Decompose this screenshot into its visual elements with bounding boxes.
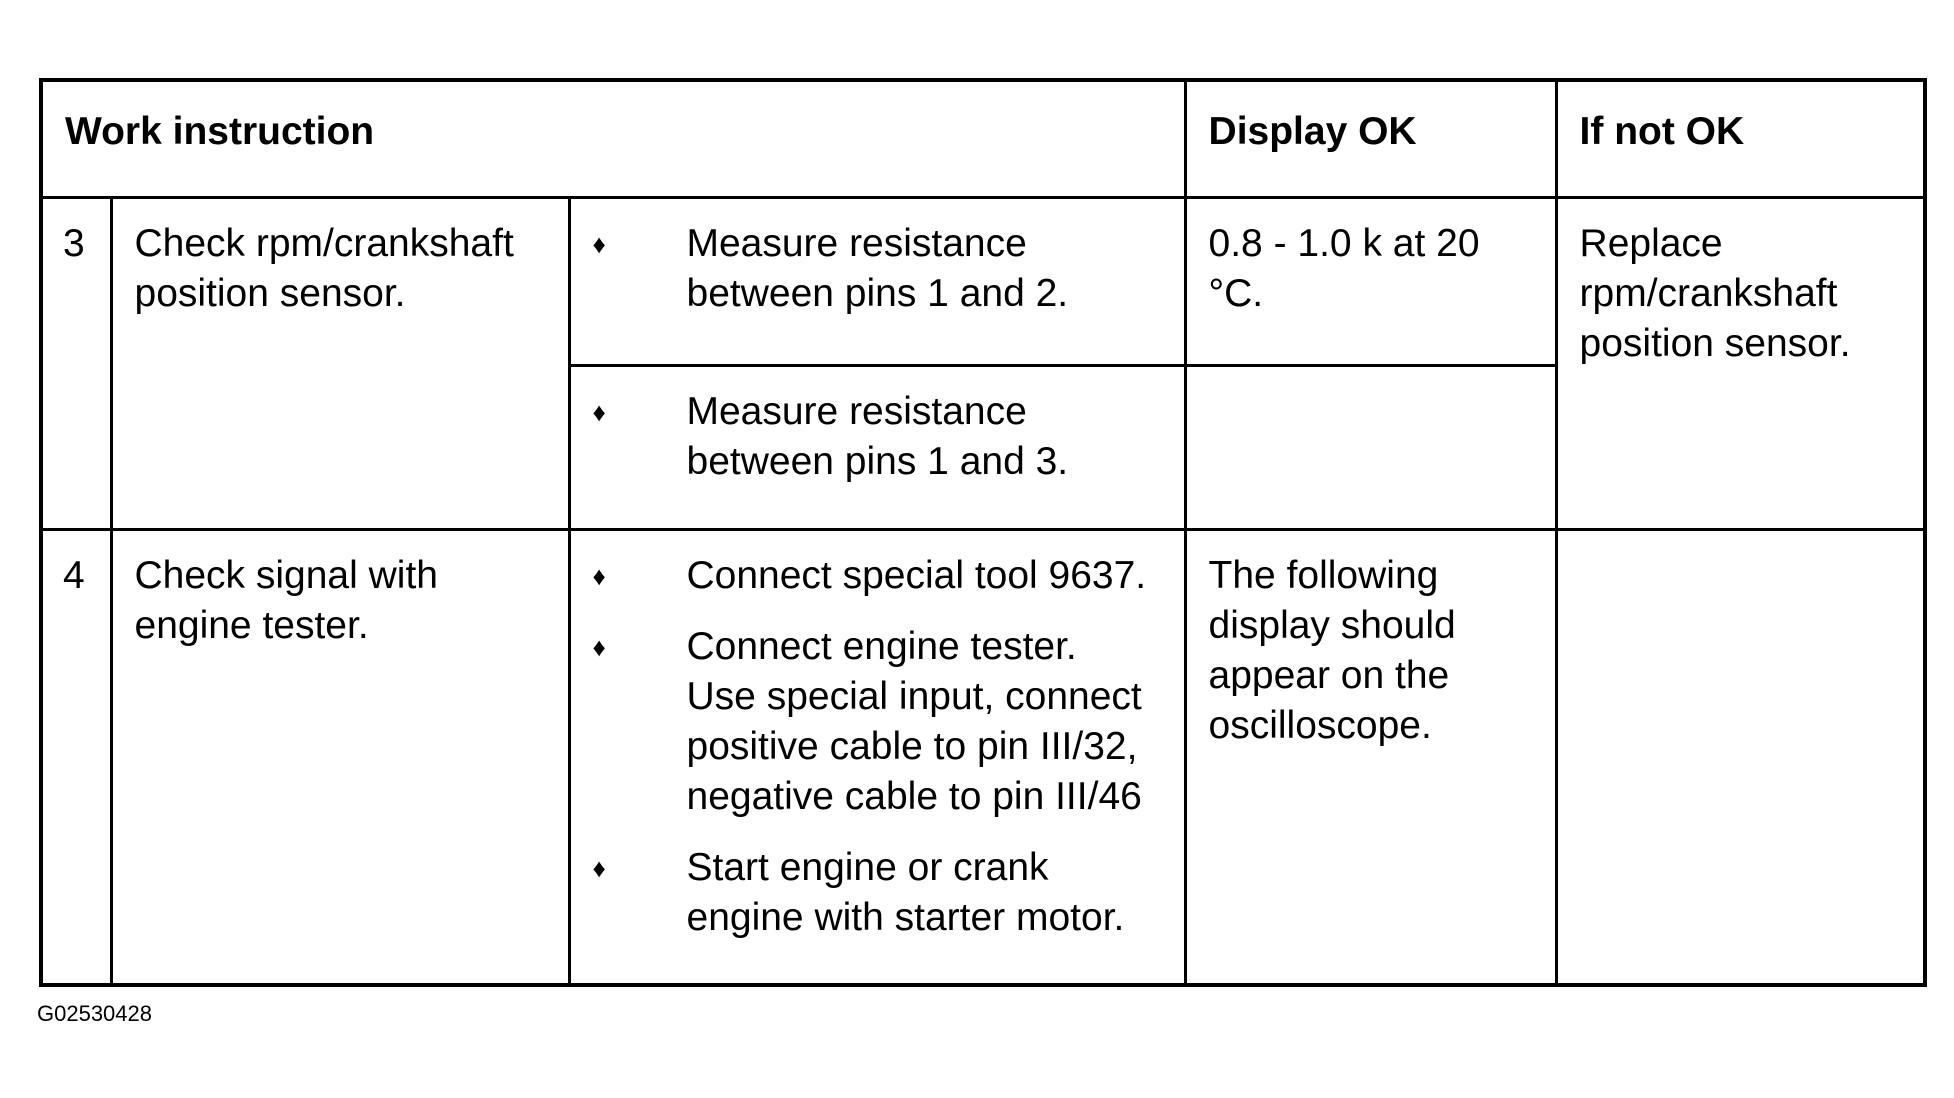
if-not-ok-cell [1556,530,1925,985]
table-row [41,198,1925,366]
diamond-bullet-icon: ♦ [592,561,606,591]
display-ok-cell: 0.8 - 1.0 k at 20 °C. [1185,198,1556,366]
step-number-cell: 3 [41,198,111,530]
diamond-bullet-icon: ♦ [592,229,606,259]
display-ok-cell [1185,366,1556,530]
diamond-bullet-icon: ♦ [592,853,606,883]
display-ok-cell: The following display should appear on the oscilloscope. [1185,530,1556,985]
table-row [41,530,1925,985]
list-item: ♦ Connect engine tester. Use special input, connect positive cable to pin III/32, negative cable to pin III/46 [571,622,1170,822]
step-number-cell: 4 [41,530,111,985]
header-if-not-ok: If not OK [1556,80,1925,198]
diamond-bullet-icon: ♦ [592,397,606,427]
list-item: ♦ Connect special tool 9637. [571,551,1170,601]
instruction-cell [569,198,1185,366]
header-row [41,80,1925,198]
list-item: ♦ Start engine or crank engine with starter motor. [571,843,1170,943]
work-instruction-table [39,78,1927,987]
header-display-ok: Display OK [1185,80,1556,198]
instruction-cell [569,366,1185,530]
check-cell: Check rpm/crankshaft position sensor. [111,198,569,530]
check-cell: Check signal with engine tester. [111,530,569,985]
if-not-ok-cell: Replace rpm/crankshaft position sensor. [1556,198,1925,530]
figure-id: G02530428 [37,1001,152,1026]
list-item: ♦ Measure resistance between pins 1 and 2. [571,219,1170,319]
header-work-instruction: Work instruction [41,80,1185,198]
diamond-bullet-icon: ♦ [592,632,606,662]
list-item: ♦ Measure resistance between pins 1 and 3. [571,387,1170,487]
instruction-cell [569,530,1185,985]
